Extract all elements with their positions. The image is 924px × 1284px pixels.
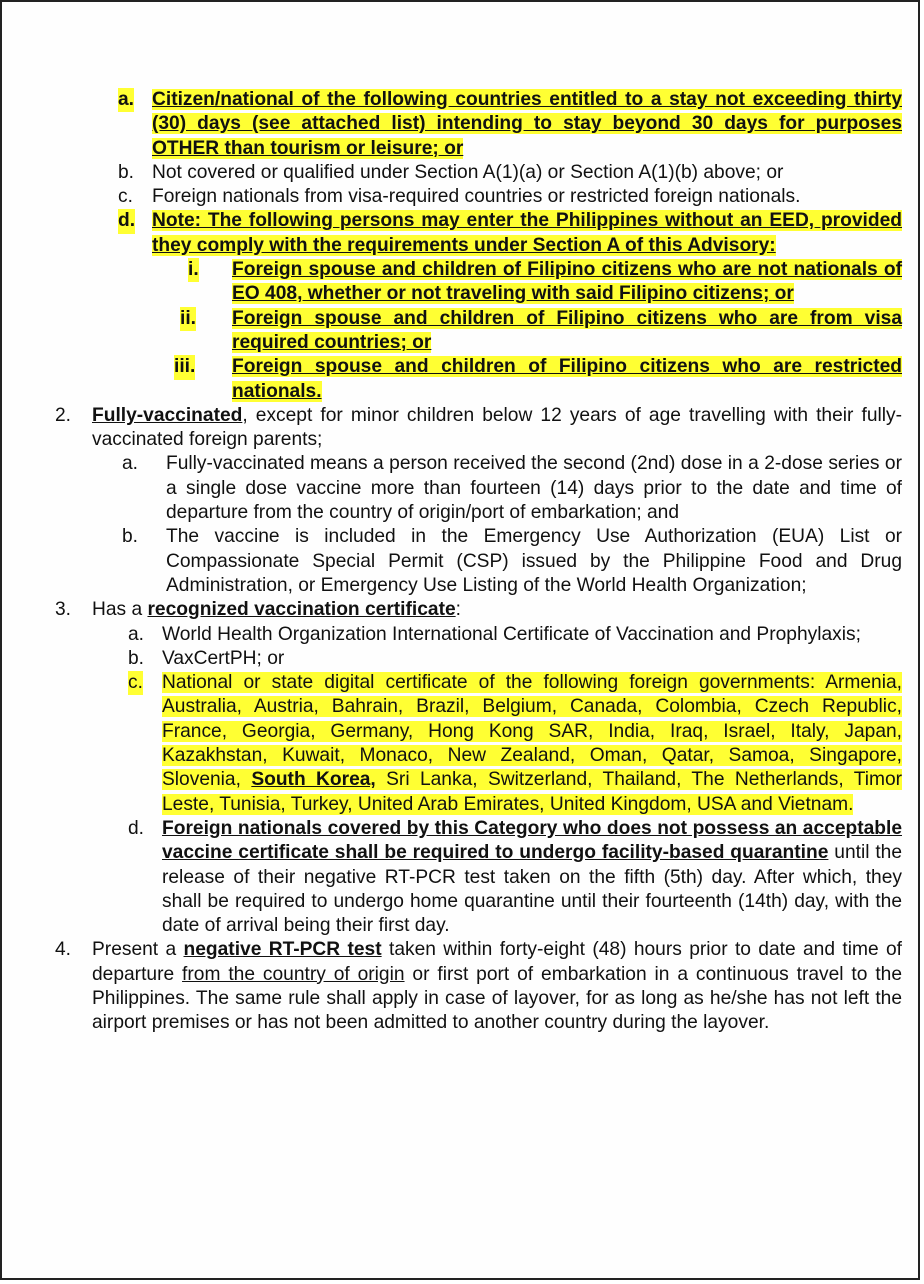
item-marker: 2.	[55, 404, 72, 426]
list-item-3b	[128, 647, 902, 671]
item-text: Citizen/national of the following countries entitled to a stay not exceeding thirty (30) days (see attached list) intending to stay beyond 30 days for purposes OTHER than tourism or leisure; or	[152, 89, 902, 159]
list-item-1c	[118, 185, 902, 209]
list-item-3a	[128, 623, 902, 647]
sub-item-i	[188, 258, 902, 307]
item-marker: d.	[128, 817, 145, 839]
list-item-3: 3. Has a recognized vaccination certificate:	[92, 598, 902, 622]
item-marker: b.	[118, 161, 135, 183]
item-marker: b.	[122, 526, 139, 548]
item-text: Not covered or qualified under Section A(1)(a) or Section A(1)(b) above; or	[152, 161, 784, 183]
country-of-origin-phrase: from the country of origin	[182, 963, 405, 985]
item-marker: ii.	[180, 307, 196, 331]
list-item-1a	[118, 88, 902, 161]
item-text: The vaccine is included in the Emergency Use Authorization (EUA) List or Compassionate Special Permit (CSP) issued by the Philippine Food and Drug Administration, or Emergency Use Listing of the World Health Organization;	[166, 526, 902, 596]
item-marker: c.	[128, 671, 143, 695]
item-text: Fully-vaccinated means a person received the second (2nd) dose in a 2-dose series or a single dose vaccine more than fourteen (14) days prior to the date and time of departure from the country of origin/port of embarkation; and	[166, 453, 902, 524]
term-fully-vaccinated: Fully-vaccinated	[92, 404, 243, 426]
item-marker: d.	[118, 209, 135, 233]
item-marker: iii.	[174, 355, 195, 379]
quarantine-requirement: Foreign nationals covered by this Category who does not possess an acceptable vaccine certificate shall be required to undergo facility-based quarantine	[162, 817, 902, 864]
country-south-korea: South Korea,	[251, 769, 376, 791]
list-item-3c	[128, 671, 903, 817]
term-vaccination-certificate: recognized vaccination certificate	[147, 599, 456, 621]
list-item-2	[55, 404, 902, 453]
item-text: Note: The following persons may enter the Philippines without an EED, provided they comply with the requirements under Section A of this Advisory:	[152, 210, 902, 256]
list-item-1d	[118, 209, 902, 258]
item-text: World Health Organization International Certificate of Vaccination and Prophylaxis;	[162, 623, 861, 645]
item-marker: 3.	[55, 599, 72, 621]
list-item-2b	[122, 525, 902, 598]
country-list: National or state digital certificate of the following foreign governments: Armenia, Australia, Austria, Bahrain, Brazil, Belgium, Canada, Colombia, Czech Republic, France, Georgia, Germany, Hong Kong SAR, India, Iraq, Israel, Italy, Japan, Kazakhstan, Kuwait, Monaco, New Zealand, Oman, Qatar, Samoa, Singapore, Slovenia, South Korea, Sri Lanka, Switzerland, Thailand, The Netherlands, Timor Leste, Tunisia, Turkey, United Arab Emirates, United Kingdom, USA and Vietnam.	[162, 672, 903, 815]
list-item-3d	[128, 817, 902, 938]
list-item-2a	[122, 452, 902, 525]
item-text: VaxCertPH; or	[162, 647, 285, 669]
item-text: , except for minor children below 12 years of age travelling with their fully-vaccinated foreign parents;	[92, 404, 902, 451]
item-text: Foreign nationals from visa-required countries or restricted foreign nationals.	[152, 186, 801, 208]
document-body	[2, 88, 902, 1036]
item-marker: c.	[118, 186, 133, 208]
item-marker: b.	[128, 647, 145, 669]
item-text: Foreign spouse and children of Filipino citizens who are restricted nationals.	[232, 356, 902, 402]
term-negative-rtpcr: negative RT-PCR test	[183, 939, 382, 961]
sub-item-ii	[180, 307, 902, 356]
item-marker: a.	[122, 453, 139, 475]
sub-item-iii	[174, 355, 902, 404]
item-marker: i.	[188, 258, 199, 282]
item-marker: a.	[118, 88, 134, 112]
list-item-1b	[118, 161, 902, 185]
item-text: until the release of their negative RT-PCR test taken on the fifth (5th) day. After which, they shall be required to undergo home quarantine until their fourteenth (14th) day, with the date of arrival being their first day.	[162, 842, 902, 937]
item-marker: a.	[128, 623, 145, 645]
item-text: Foreign spouse and children of Filipino citizens who are from visa required countries; or	[232, 307, 902, 353]
item-marker: 4.	[55, 939, 72, 961]
list-item-4: 4. Present a negative RT-PCR test taken within forty-eight (48) hours prior to date and time of departure from the country of origin or first port of embarkation in a continuous travel to the Philippines. The same rule shall apply in case of layover, for as long as he/she has not left the airport premises or has not been admitted to another country during the layover.	[55, 939, 902, 1034]
item-text: Foreign spouse and children of Filipino citizens who are not nationals of EO 408, whether or not traveling with said Filipino citizens; or	[232, 259, 902, 305]
